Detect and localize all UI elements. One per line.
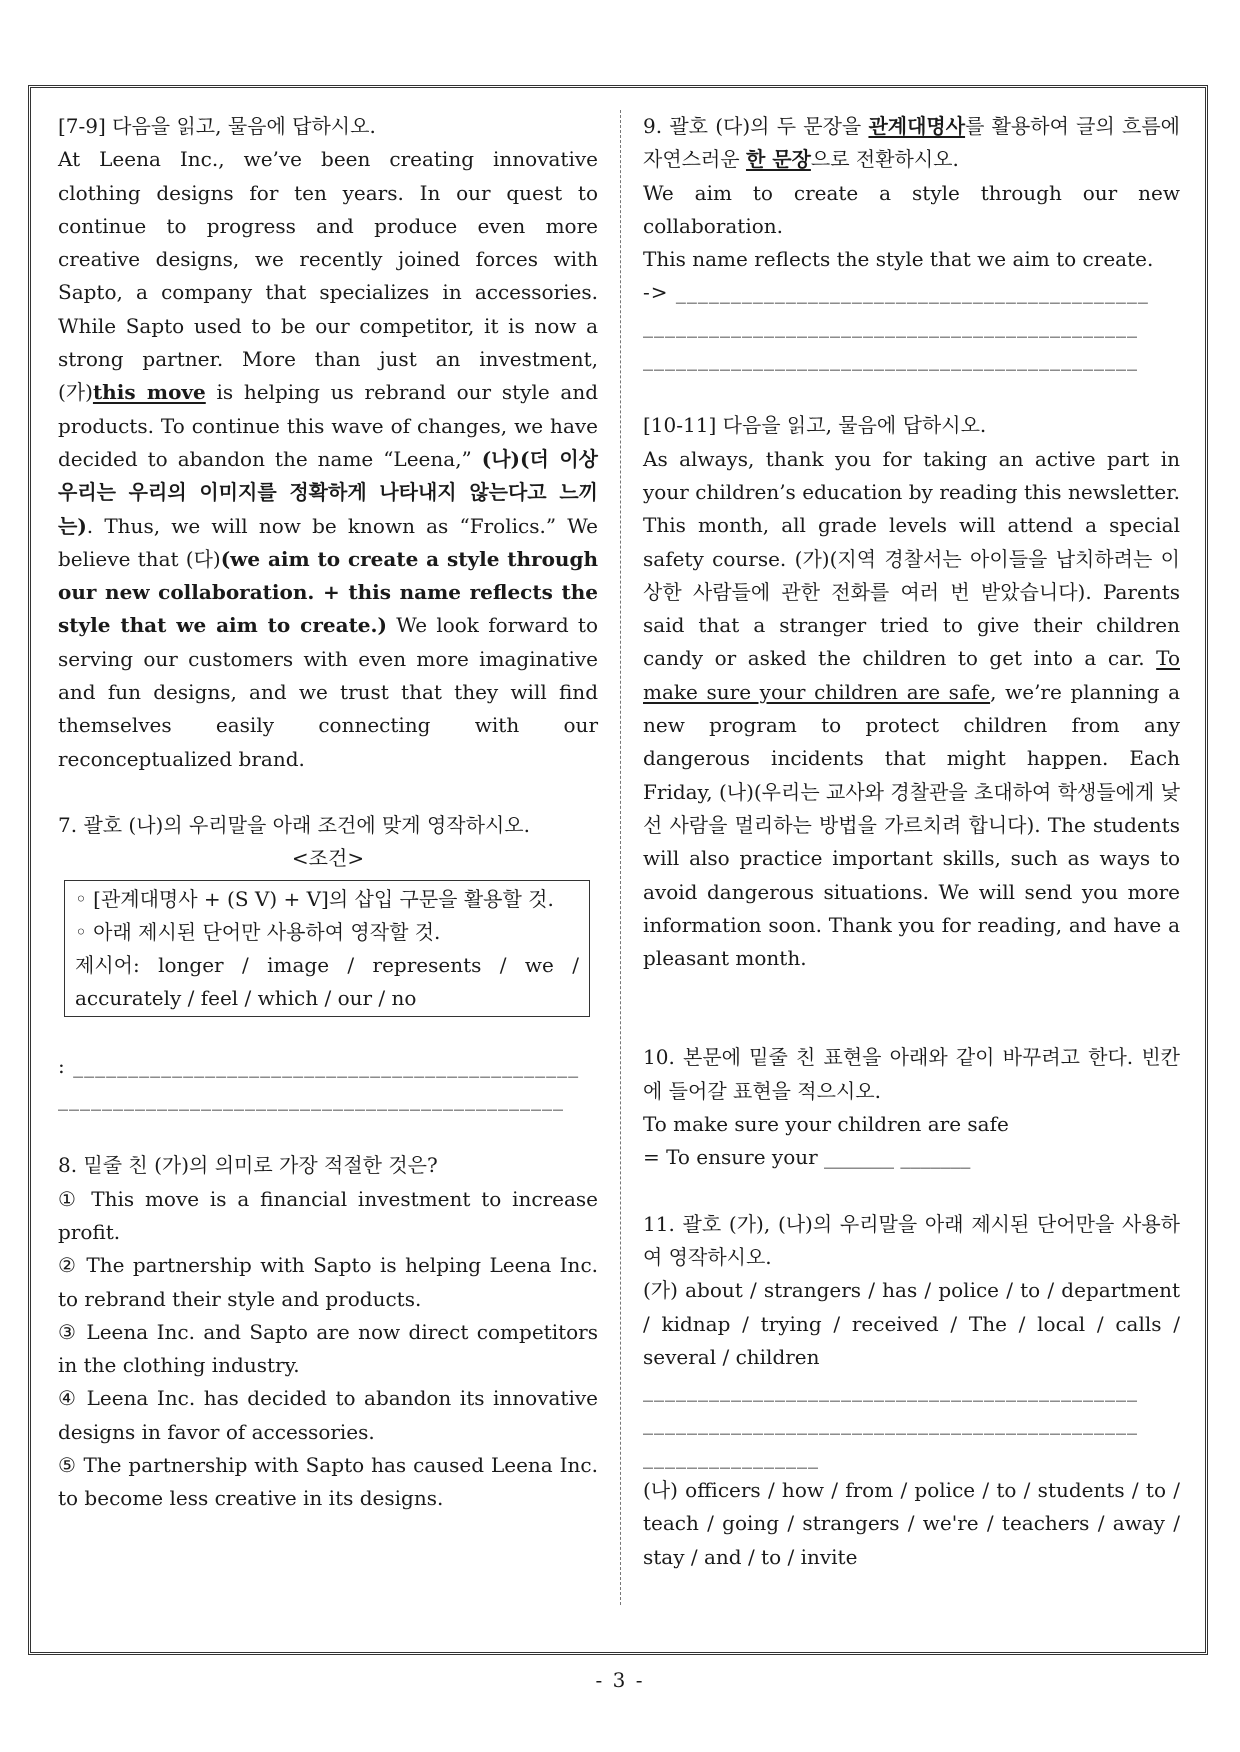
q10-question: 10. 본문에 밑줄 친 표현을 아래와 같이 바꾸려고 한다. 빈칸에 들어갈 표현을 적으시오. (643, 1045, 1180, 1103)
q7-question: 7. 괄호 (나)의 우리말을 아래 조건에 맞게 영작하시오. (58, 812, 530, 837)
q8-option-5[interactable]: ⑤ The partnership with Sapto has caused Leena Inc. to become less creative in its designs. (58, 1452, 598, 1511)
da-label: (다) (185, 546, 221, 571)
q7-9-header: [7-9] 다음을 읽고, 물음에 답하시오. (58, 114, 376, 138)
ga-label: (가) (58, 380, 93, 405)
leena-passage: At Leena Inc., we’ve been creating innovative clothing designs for ten years. In our quest to continue to progress and produce even more creative designs, we recently joined forces with Sapto, a company that specializes in accessories. While Sapto used to be our competitor, it is now a strong partner. More than just an investment, (가)this move is helping us rebrand our style and products. To continue this wave of changes, we have decided to abandon the name “Leena,” (나)(더 이상 우리는 우리의 이미지를 정확하게 나타내지 않는다고 느끼는). Thus, we will now be known as “Frolics.” We believe that (다)(we aim to create a style through our new collaboration. + this name reflects the style that we aim to create.) We look forward to serving our customers with even more imaginative and fun designs, and we trust that they will find themselves easily connecting with our reconceptualized brand. (58, 147, 599, 771)
q7-condition-2: ◦ 아래 제시된 단어만 사용하여 영작할 것. (75, 919, 441, 944)
q11-ga-answer-line[interactable]: _____________________________________________ (643, 1378, 1138, 1403)
q9-answer-line[interactable]: _____________________________________________ (643, 347, 1138, 372)
q9-answer-line[interactable]: _____________________________________________ (643, 313, 1138, 338)
q8-option-3[interactable]: ③ Leena Inc. and Sapto are now direct competitors in the clothing industry. (58, 1319, 598, 1378)
q7-condition-box (64, 880, 590, 1017)
q10-original-phrase: To make sure your children are safe (643, 1112, 1009, 1137)
q11-ga-answer-line[interactable]: _____________________________________________ (643, 1411, 1138, 1436)
q10-blank-line[interactable]: = To ensure your _______ _______ (643, 1145, 971, 1170)
q9-sentence-1: We aim to create a style through our new collaboration. (643, 180, 1180, 238)
q10-11-header: [10-11] 다음을 읽고, 물음에 답하시오. (643, 413, 987, 438)
na-bracket-korean: (나)(더 이상 우리는 우리의 이미지를 정확하게 나타내지 않는다고 느끼는) (58, 446, 598, 538)
q8-question: 8. 밑줄 친 (가)의 의미로 가장 적절한 것은? (58, 1153, 438, 1178)
q7-answer-line[interactable]: : ______________________________________________ (58, 1053, 580, 1078)
underlined-phrase: To make sure your children are safe (643, 646, 1180, 704)
q8-option-4[interactable]: ④ Leena Inc. has decided to abandon its innovative designs in favor of accessories. (58, 1386, 598, 1444)
left-column (58, 110, 598, 1516)
column-divider (620, 110, 621, 1605)
q7-condition-1: ◦ [관계대명사 + (S V) + V]의 삽입 구문을 활용할 것. (75, 886, 554, 911)
ga-underlined-phrase: this move (92, 380, 206, 405)
ga-bracket-korean: (가)(지역 경찰서는 아이들을 납치하려는 이상한 사람들에 관한 전화를 여러 번 받았습니다) (643, 546, 1180, 604)
na-bracket-korean: (나)(우리는 교사와 경찰관을 초대하여 학생들에게 낯선 사람을 멀리하는 방법을 가르치려 합니다) (643, 779, 1180, 837)
q7-condition-title: <조건> (291, 846, 365, 871)
q7-word-bank: 제시어: longer / image / represents / we / accurately / feel / which / our / no (75, 953, 579, 1011)
page-number: - 3 - (595, 1668, 645, 1692)
newsletter-passage: As always, thank you for taking an active part in your children’s education by reading this newsletter. This month, all grade levels will attend a special safety course. (가)(지역 경찰서는 아이들을 납치하려는 이상한 사람들에 관한 전화를 여러 번 받았습니다). Parents said that a stranger tried to give their children candy or asked the children to get into a car. To make sure your children are safe, we’re planning a new program to protect children from any dangerous incidents that might happen. Each Friday, (나)(우리는 교사와 경찰관을 초대하여 학생들에게 낯선 사람을 멀리하는 방법을 가르치려 합니다). The students will also practice important skills, such as ways to avoid dangerous situations. We will send you more information soon. Thank you for reading, and have a pleasant month. (643, 446, 1181, 971)
q9-sentence-2: This name reflects the style that we aim to create. (643, 247, 1154, 272)
right-column (643, 110, 1180, 1574)
q7-answer-line[interactable]: ______________________________________________ (58, 1087, 564, 1112)
q11-ga-answer-line[interactable]: ________________ (643, 1444, 819, 1469)
q11-na-word-bank: (나) officers / how / from / police / to / students / to / teach / going / strangers / we're / teachers / away / stay / and / to / invite (643, 1477, 1180, 1569)
q8-option-2[interactable]: ② The partnership with Sapto is helping Leena Inc. to rebrand their style and products. (58, 1253, 598, 1311)
q9-answer-line[interactable]: -> ___________________________________________ (643, 280, 1149, 305)
da-bracket-sentences: (we aim to create a style through our new collaboration. + this name reflects the style that we aim to create.) (58, 546, 599, 638)
q9-keyword-one-sentence: 한 문장 (745, 147, 811, 172)
q11-ga-word-bank: (가) about / strangers / has / police / to / department / kidnap / trying / received / The / local / calls / several / children (643, 1278, 1180, 1369)
q8-option-1[interactable]: ① This move is a financial investment to increase profit. (58, 1186, 598, 1244)
q9-keyword-relative-pronoun: 관계대명사 (868, 114, 966, 138)
q11-question: 11. 괄호 (가), (나)의 우리말을 아래 제시된 단어만을 사용하여 영작하시오. (643, 1211, 1180, 1269)
q9-question: 9. 괄호 (다)의 두 문장을 관계대명사를 활용하여 글의 흐름에 자연스러운 한 문장으로 전환하시오. (643, 114, 1180, 172)
